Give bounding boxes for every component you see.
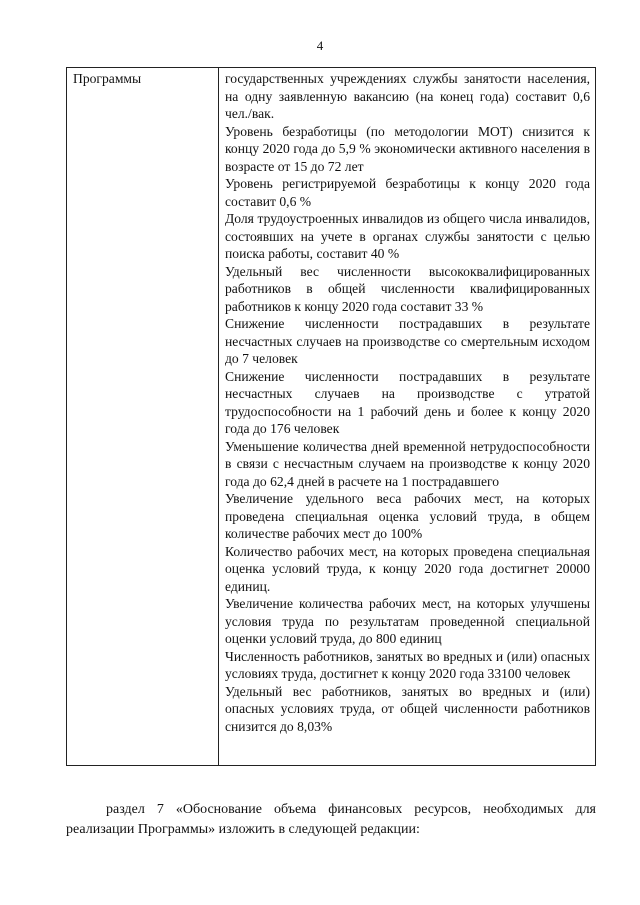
indicator-paragraph: государственных учреждениях службы занятости населения, на одну заявленную вакансию (на конец года) составит 0,6 чел./вак. — [225, 71, 590, 121]
table-content-cell — [219, 68, 595, 765]
indicator-paragraph: Удельный вес численности высококвалифицированных работников в общей численности квалифицированных работников к концу 2020 года составит 33 % — [225, 263, 590, 314]
table-label: Программы — [73, 71, 142, 86]
indicator-paragraph: Численность работников, занятых во вредных и (или) опасных условиях труда, достигнет к концу 2020 года 33100 человек — [225, 648, 590, 681]
indicator-paragraph: Снижение численности пострадавших в результате несчастных случаев на производстве с утратой трудоспособности на 1 рабочий день и более к концу 2020 года до 176 человек — [225, 368, 590, 436]
table-label-cell — [67, 68, 219, 765]
indicator-paragraph: Увеличение количества рабочих мест, на которых улучшены условия труда по результатам проведенной специальной оценки условий труда, до 800 единиц — [225, 596, 590, 646]
closing-paragraph: раздел 7 «Обоснование объема финансовых ресурсов, необходимых для реализации Программы» изложить в следующей редакции: — [66, 802, 596, 837]
page-number: 4 — [316, 38, 324, 53]
indicator-paragraph: Количество рабочих мест, на которых проведена специальная оценка условий труда, к концу 2020 года достигнет 20000 единиц. — [225, 543, 590, 594]
indicator-paragraph: Увеличение удельного веса рабочих мест, на которых проведена специальная оценка условий труда, в общем количестве рабочих мест до 100% — [225, 491, 590, 541]
indicator-paragraph: Уровень регистрируемой безработицы к концу 2020 года составит 0,6 % — [225, 176, 590, 209]
indicators-table — [66, 67, 596, 766]
indicator-paragraph: Доля трудоустроенных инвалидов из общего числа инвалидов, состоявших на учете в органах службы занятости с целью поиска работы, составит 40 % — [225, 211, 590, 261]
indicator-paragraph: Удельный вес работников, занятых во вредных и (или) опасных условиях труда, от общей численности работников снизится до 8,03% — [225, 683, 590, 734]
indicator-paragraph: Уменьшение количества дней временной нетрудоспособности в связи с несчастным случаем на производстве к концу 2020 года до 62,4 дней в расчете на 1 пострадавшего — [225, 438, 590, 489]
indicator-paragraph: Снижение численности пострадавших в результате несчастных случаев на производстве со смертельным исходом до 7 человек — [225, 316, 590, 366]
indicator-paragraph: Уровень безработицы (по методологии МОТ) снизится к концу 2020 года до 5,9 % экономически активного населения в возрасте от 15 до 72 лет — [225, 123, 590, 174]
closing-paragraph-block — [66, 800, 596, 840]
